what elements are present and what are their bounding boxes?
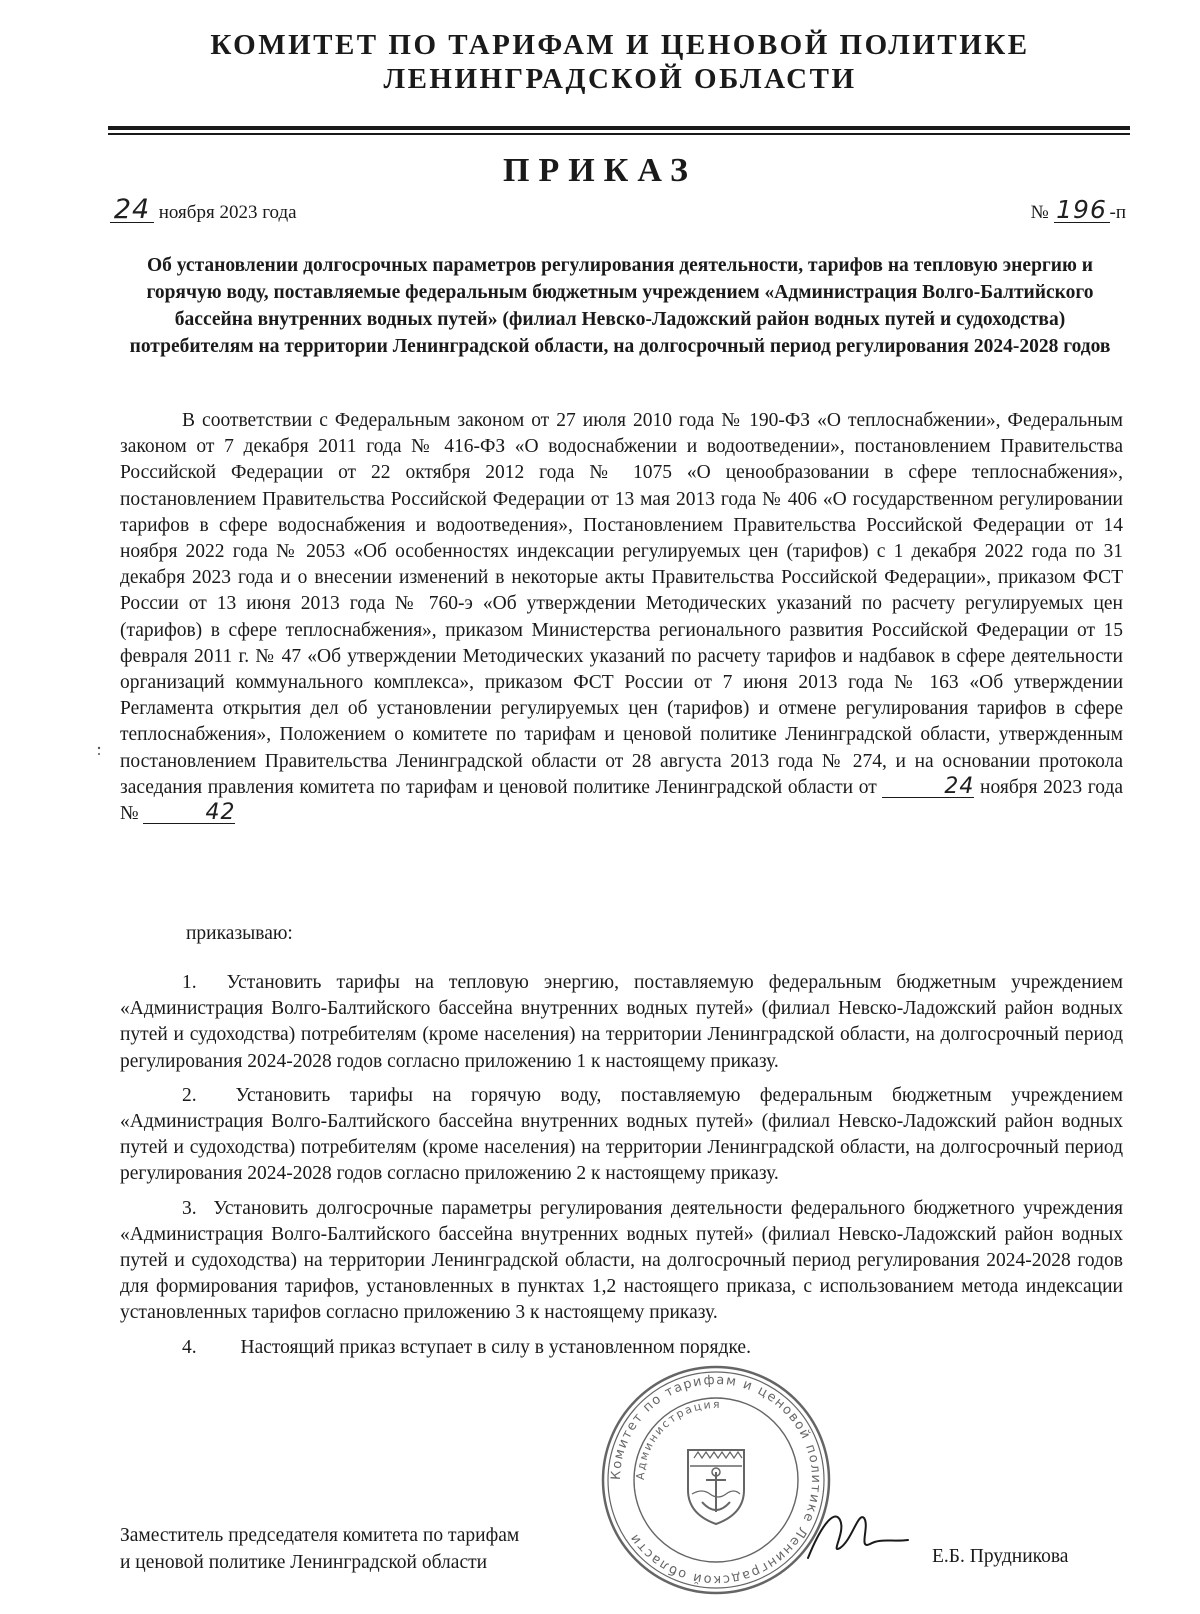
issuer-line-1: КОМИТЕТ ПО ТАРИФАМ И ЦЕНОВОЙ ПОЛИТИКЕ	[210, 29, 1030, 61]
decree-word: приказываю:	[186, 923, 293, 944]
order-item-text: Установить тарифы на тепловую энергию, поставляемую федеральным бюджетным учреждением «Администрация Волго-Балтийского бассейна внутренних водных путей» (филиал Невско-Ладожский район водных путей и судоходства) потребителям (кроме населения) на территории Ленинградской области, на долгосрочный период регулирования 2024-2028 годов согласно приложению 1 к настоящему приказу.	[120, 972, 1124, 1072]
order-number-suffix: -п	[1109, 202, 1126, 223]
issuer-line-2: ЛЕНИНГРАДСКОЙ ОБЛАСТИ	[383, 63, 857, 95]
issuer-header	[110, 28, 1130, 96]
handwritten-date-day: 24	[110, 198, 154, 223]
order-item	[120, 1335, 1123, 1361]
document-type-title: ПРИКАЗ	[503, 152, 697, 189]
order-item	[120, 1196, 1123, 1327]
order-subject: Об установлении долгосрочных параметров регулирования деятельности, тарифов на тепловую энергию и горячую воду, поставляемые федеральным бюджетным учреждением «Администрация Волго-Балтийского бассейна внутренних водных путей» (филиал Невско-Ладожский район водных путей и судоходства) потребителям на территории Ленинградской области, на долгосрочный период регулирования 2024-2028 годов	[129, 255, 1111, 357]
handwritten-protocol-number: 42	[143, 803, 235, 824]
order-item-text: Настоящий приказ вступает в силу в установленном порядке.	[240, 1336, 751, 1358]
header-rule-thick	[108, 126, 1130, 130]
order-item-text: Установить долгосрочные параметры регулирования деятельности федерального бюджетного учреждения «Администрация Волго-Балтийского бассейна внутренних водных путей» (филиал Невско-Ладожский район водных путей и судоходства) на территории Ленинградской области, на долгосрочный период регулирования 2024-2028 годов для формирования тарифов, установленных в пунктах 1,2 настоящего приказа, с использованием метода индексации установленных тарифов согласно приложению 3 к настоящему приказу.	[120, 1197, 1123, 1324]
handwritten-order-number: 196	[1054, 198, 1110, 223]
order-number-prefix: №	[1030, 202, 1049, 223]
seal-inner-text: Администрация	[633, 1397, 722, 1481]
signatory-position-line-1: Заместитель председателя комитета по тарифам	[120, 1525, 520, 1546]
preamble-paragraph	[120, 408, 1123, 827]
scan-speck	[96, 744, 102, 758]
preamble-text: В соответствии с Федеральным законом от 27 июля 2010 года № 190-ФЗ «О теплоснабжении», Федеральным законом от 7 декабря 2011 года № 416-ФЗ «О водоснабжении и водоотведении», постановлением Правительства Российской Федерации от 22 октября 2012 года № 1075 «О ценообразовании в сфере теплоснабжения», постановлением Правительства Российской Федерации от 13 мая 2013 года № 406 «О государственном регулировании тарифов в сфере водоснабжения и водоотведения», Постановлением Правительства Российской Федерации от 14 ноября 2022 года № 2053 «Об особенностях индексации регулируемых цен (тарифов) с 1 декабря 2022 года по 31 декабря 2023 года и о внесении изменений в некоторые акты Правительства Российской Федерации», приказом ФСТ России от 13 июня 2013 года № 760-э «Об утверждении Методических указаний по расчету регулируемых цен (тарифов) в сфере теплоснабжения», приказом Министерства регионального развития Российской Федерации от 15 февраля 2011 г. № 47 «Об утверждении Методических указаний по расчету тарифов и надбавок в сфере деятельности организаций коммунального комплекса», приказом ФСТ России от 7 июня 2013 года № 163 «Об утверждении Регламента открытия дел об установлении регулируемых цен (тарифов) и отмене регулирования тарифов в сфере теплоснабжения», Положением о комитете по тарифам и ценовой политике Ленинградской области, утвержденным постановлением Правительства Ленинградской области от 28 августа 2013 года № 274, и на основании протокола заседания правления комитета по тарифам и ценовой политике Ленинградской области от	[120, 410, 1123, 798]
order-item	[120, 1083, 1123, 1188]
order-items-list	[120, 970, 1123, 1369]
seal-outer-text: Комитет по тарифам и ценовой политике Ленинградской области	[608, 1372, 824, 1588]
order-number	[1030, 195, 1126, 224]
coat-of-arms-icon	[688, 1450, 744, 1524]
signatory-position-line-2: и ценовой политике Ленинградской области	[120, 1552, 488, 1573]
order-date-rest: ноября 2023 года	[158, 202, 297, 223]
signatory-name: Е.Б. Прудникова	[932, 1546, 1069, 1567]
order-item-number: 4.	[182, 1336, 197, 1358]
signatory-position	[120, 1522, 519, 1576]
order-item-number: 2.	[182, 1084, 197, 1106]
official-seal	[598, 1362, 834, 1598]
handwritten-protocol-day: 24	[882, 777, 974, 798]
order-item-text: Установить тарифы на горячую воду, поставляемую федеральным бюджетным учреждением «Администрация Волго-Балтийского бассейна внутренних водных путей» (филиал Невско-Ладожский район водных путей и судоходства) потребителям (кроме населения) на территории Ленинградской области, на долгосрочный период регулирования 2024-2028 годов согласно приложению 2 к настоящему приказу.	[120, 1084, 1123, 1185]
header-rule-thin	[108, 133, 1130, 135]
order-date	[110, 194, 297, 225]
order-item	[120, 970, 1123, 1075]
preamble-protocol-mid: ноября 2023 года №	[120, 776, 1124, 825]
order-item-number: 1.	[182, 972, 197, 993]
order-item-number: 3.	[182, 1197, 197, 1219]
